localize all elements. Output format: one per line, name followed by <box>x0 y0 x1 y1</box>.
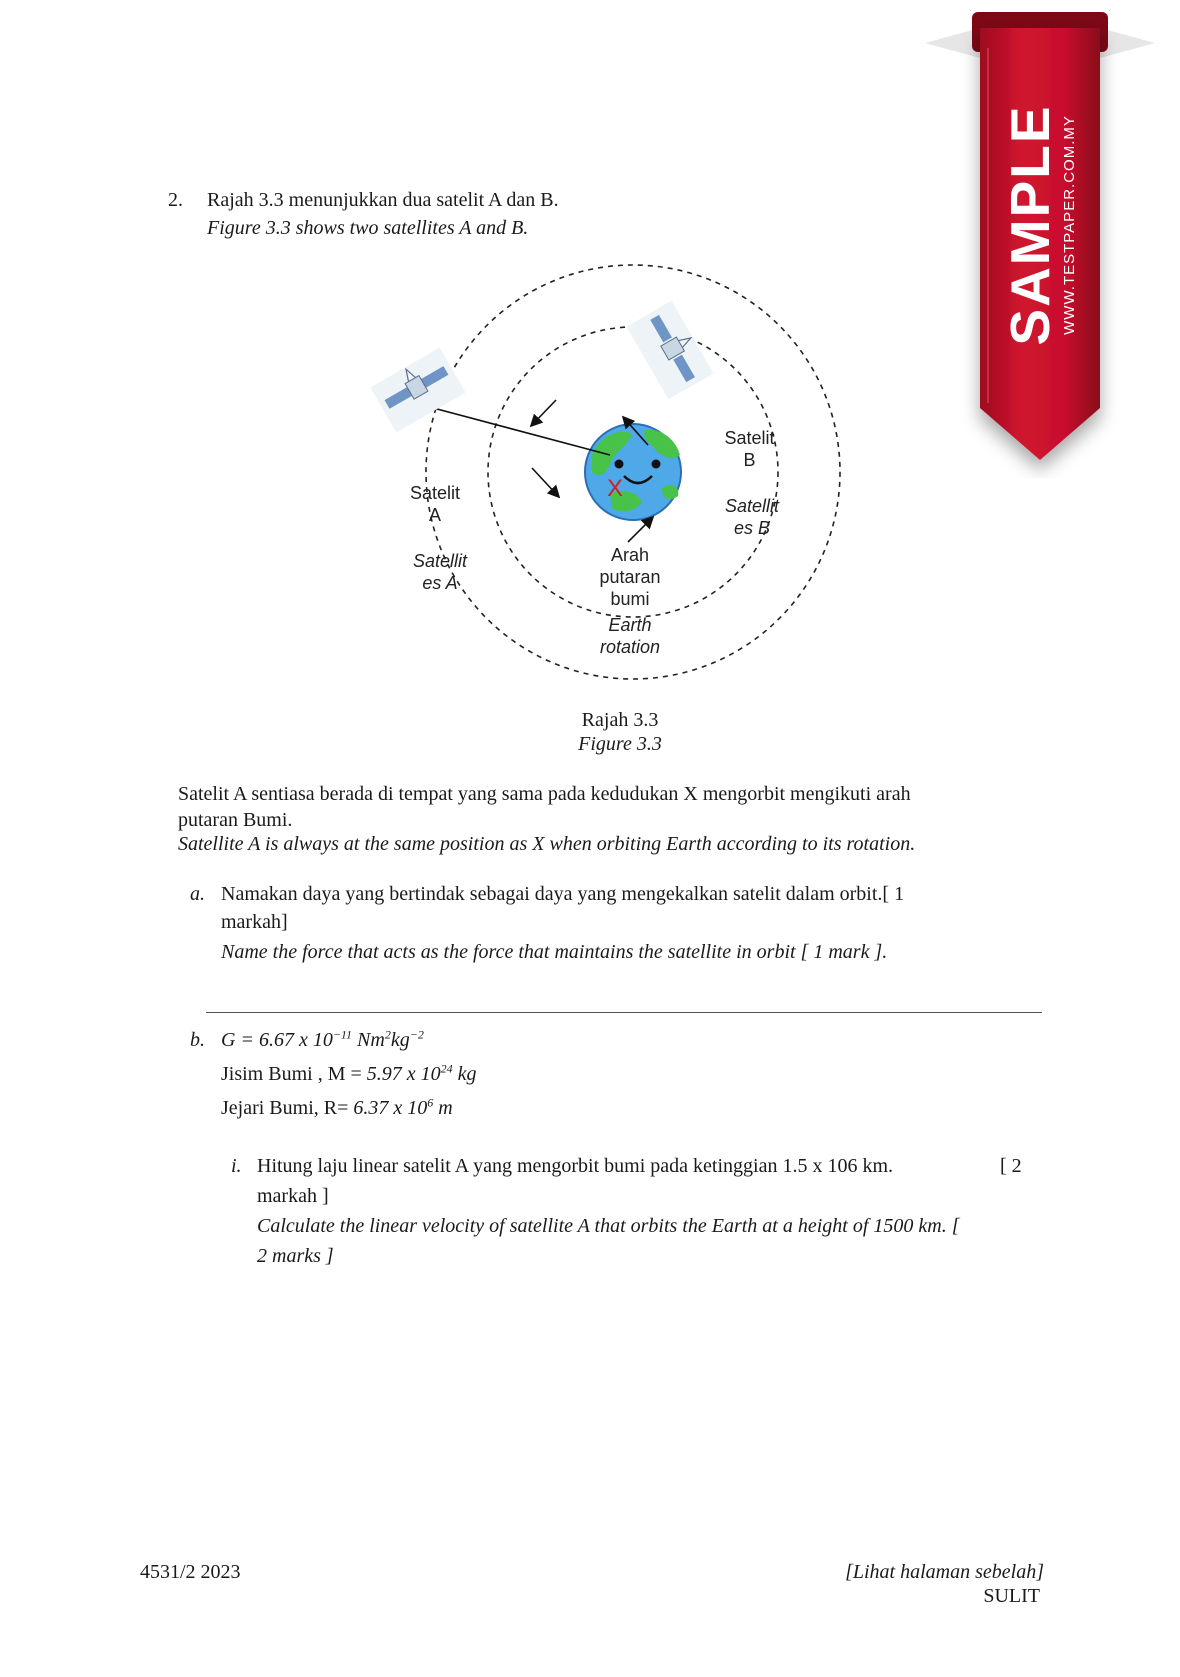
satellite-b-icon <box>626 301 713 400</box>
satellite-a-label: Satelit A <box>409 483 461 525</box>
satellite-a-icon <box>370 347 465 432</box>
footer-code: 4531/2 2023 <box>140 1561 241 1583</box>
statement-ms-line1: Satelit A sentiasa berada di tempat yang sama pada kedudukan X mengorbit mengikuti arah <box>178 783 911 805</box>
question-intro-ms: Rajah 3.3 menunjukkan dua satelit A dan B. <box>207 189 559 211</box>
part-bi-en-line2: 2 marks ] <box>257 1245 334 1267</box>
rotation-arrow-icon <box>532 468 558 496</box>
answer-line <box>206 1012 1042 1013</box>
satellite-b-label: Satelit B <box>724 428 775 470</box>
statement-ms-line2: putaran Bumi. <box>178 809 293 831</box>
part-bi-label: i. <box>231 1155 242 1177</box>
gravitational-constant: G = 6.67 x $10^{-11}$ $Nm^2kg^{-2}$ <box>221 1027 424 1051</box>
part-bi-ms-marks: [ 2 <box>1000 1155 1022 1177</box>
part-b-label: b. <box>190 1029 205 1051</box>
satellite-a-link <box>422 405 610 455</box>
rotation-arrow-icon <box>628 518 652 542</box>
satellite-a-label-en: Satellit es A <box>412 551 468 593</box>
rotation-label: Arah putaran bumi <box>599 545 661 609</box>
part-bi-ms-line1: Hitung laju linear satelit A yang mengorbit bumi pada ketinggian 1.5 x 106 km. <box>257 1155 894 1177</box>
question-intro-en: Figure 3.3 shows two satellites A and B. <box>207 217 529 239</box>
part-a-en: Name the force that acts as the force that maintains the satellite in orbit [ 1 mark ]. <box>221 941 888 963</box>
part-bi-ms-line2: markah ] <box>257 1185 329 1207</box>
banner-site-text: WWW.TESTPAPER.COM.MY <box>1061 115 1078 335</box>
earth-radius: Jejari Bumi, R= 6.37 x $10^6$ m <box>221 1095 453 1119</box>
part-bi-en-line1: Calculate the linear velocity of satellite A that orbits the Earth at a height of 1500 km. [ <box>257 1215 960 1237</box>
banner-sample-text: SAMPLE <box>999 104 1061 346</box>
part-a-ms-line1: Namakan daya yang bertindak sebagai daya yang mengekalkan satelit dalam orbit.[ 1 <box>221 883 905 905</box>
x-mark: X <box>607 475 624 502</box>
footer-next-page: [Lihat halaman sebelah] <box>845 1561 1044 1583</box>
rotation-arrow-icon <box>532 400 556 425</box>
statement-en: Satellite A is always at the same position as X when orbiting Earth according to its rotation. <box>178 833 916 855</box>
part-a-label: a. <box>190 883 205 905</box>
earth-mass: Jisim Bumi , M = 5.97 x $10^{24}$ kg <box>221 1061 477 1085</box>
earth-icon <box>585 424 681 520</box>
satellite-b-label-en: Satellit es B <box>724 496 780 538</box>
figure-caption-en: Figure 3.3 <box>578 733 662 755</box>
figure-caption-ms: Rajah 3.3 <box>581 709 659 731</box>
footer-classification: SULIT <box>983 1585 1040 1607</box>
rotation-label-en: Earth rotation <box>599 615 661 657</box>
question-number: 2. <box>168 189 183 211</box>
part-a-ms-line2: markah] <box>221 911 288 933</box>
